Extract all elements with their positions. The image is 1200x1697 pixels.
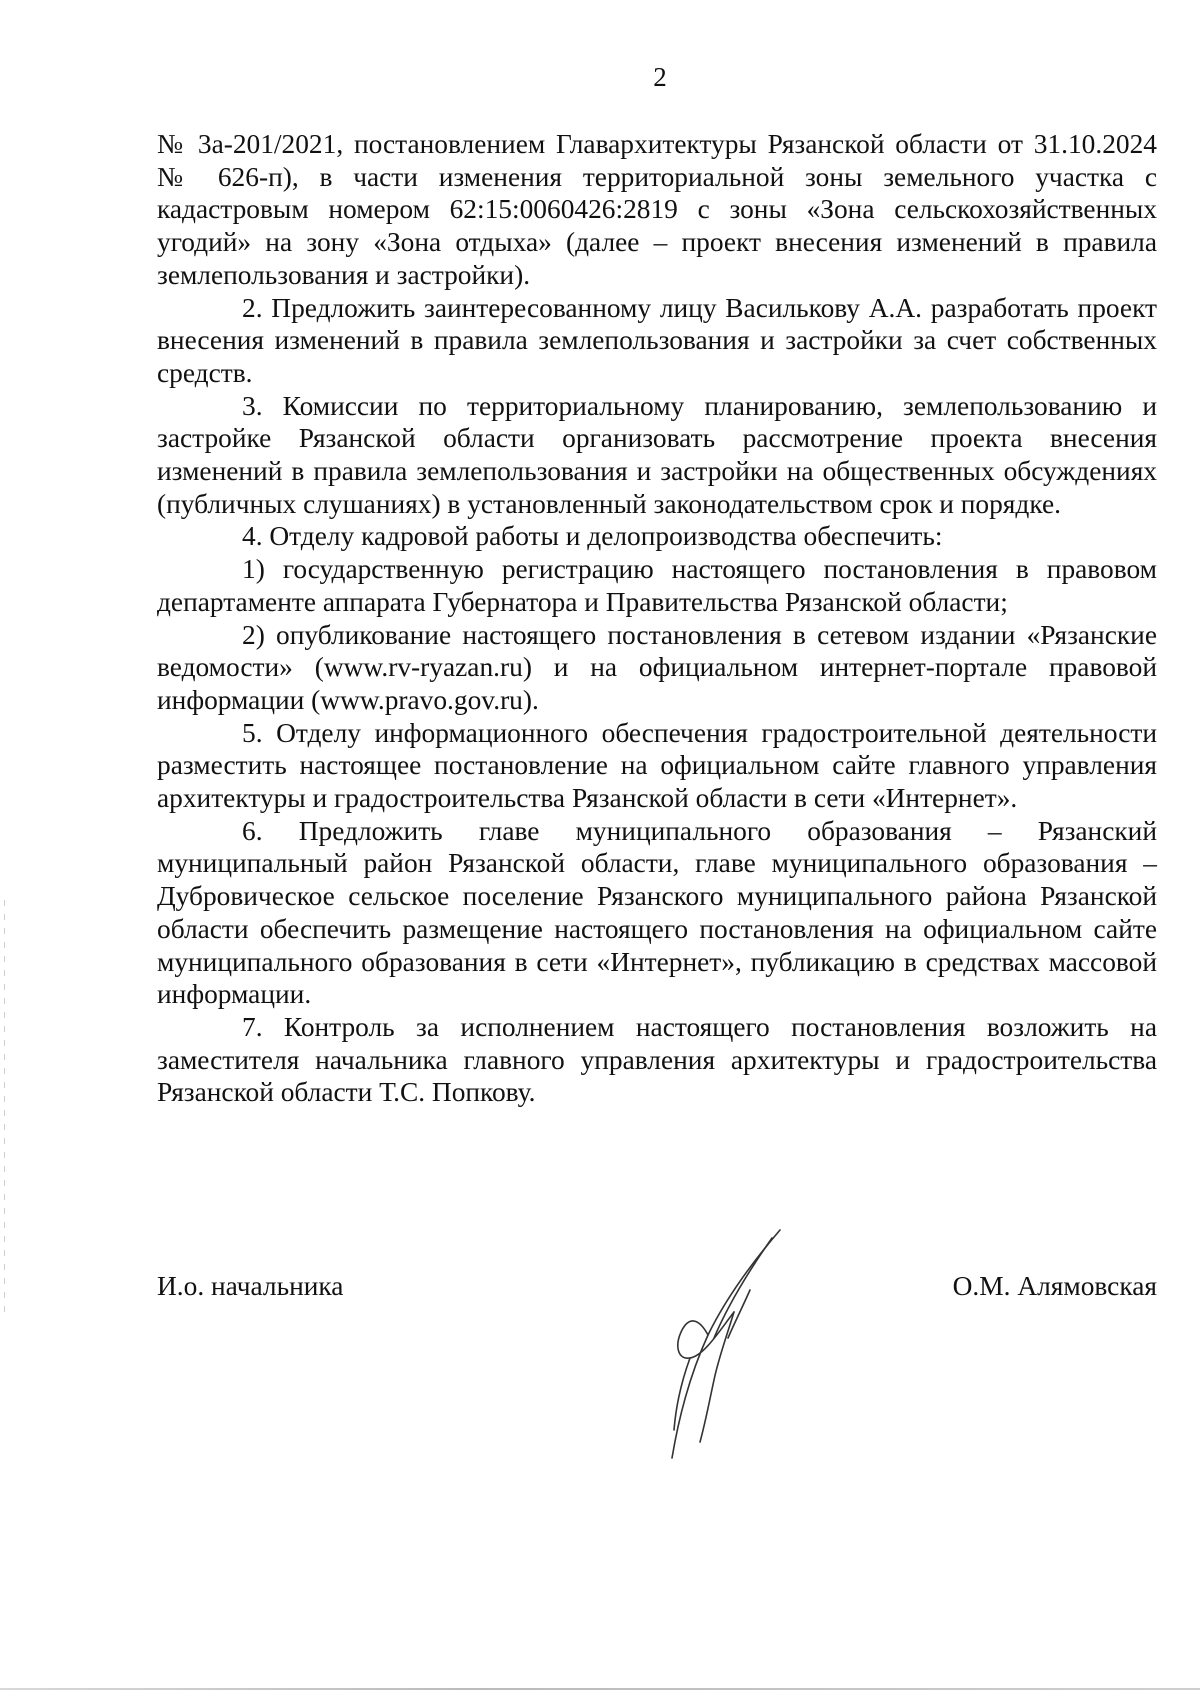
paragraph-item-4-1: 1) государственную регистрацию настоящего постановления в правовом департаменте аппарата Губернатора и Правительства Рязанской области;: [157, 554, 1157, 617]
page-number: 2: [653, 62, 667, 92]
handwritten-signature: [630, 1220, 800, 1470]
paragraph-item-4-2: 2) опубликование настоящего постановления в сетевом издании «Рязанские ведомости» (www.rv-ryazan.ru) и на официальном интернет-портале правовой информации (www.pravo.gov.ru).: [157, 619, 1157, 715]
paragraph-item-2: 2. Предложить заинтересованному лицу Василькову А.А. разработать проект внесения изменений в правила землепользования и застройки за счет собственных средств.: [157, 292, 1157, 388]
signatory-position: И.о. начальника: [157, 1271, 344, 1301]
paragraph-item-6: 6. Предложить главе муниципального образования – Рязанский муниципальный район Рязанской области, главе муниципального образования – Дубровическое сельское поселение Рязанского муниципального района Рязанской области обеспечить размещение настоящего постановления на официальном сайте муниципального образования в сети «Интернет», публикацию в средствах массовой информации.: [157, 815, 1157, 1010]
scan-edge-artifact: [4, 900, 5, 1320]
scan-bottom-edge: [0, 1688, 1200, 1690]
paragraph-item-7: 7. Контроль за исполнением настоящего постановления возложить на заместителя начальника главного управления архитектуры и градостроительства Рязанской области Т.С. Попкову.: [157, 1011, 1157, 1108]
signatory-name: О.М. Алямовская: [952, 1271, 1157, 1301]
document-body: [157, 128, 1157, 1109]
paragraph-1-continuation: № 3а-201/2021, постановлением Главархитектуры Рязанской области от 31.10.2024 № 626-п), в части изменения территориальной зоны земельного участка с кадастровым номером 62:15:0060426:2819 с зоны «Зона сельскохозяйственных угодий» на зону «Зона отдыха» (далее – проект внесения изменений в правила землепользования и застройки).: [157, 129, 1157, 290]
paragraph-item-3: 3. Комиссии по территориальному планированию, землепользованию и застройке Рязанской области организовать рассмотрение проекта внесения изменений в правила землепользования и застройки на общественных обсуждениях (публичных слушаниях) в установленный законодательством срок и порядке.: [157, 390, 1157, 519]
paragraph-item-5: 5. Отделу информационного обеспечения градостроительной деятельности разместить настоящее постановление на официальном сайте главного управления архитектуры и градостроительства Рязанской области в сети «Интернет».: [157, 717, 1157, 814]
paragraph-item-4: 4. Отделу кадровой работы и делопроизводства обеспечить:: [242, 521, 943, 552]
